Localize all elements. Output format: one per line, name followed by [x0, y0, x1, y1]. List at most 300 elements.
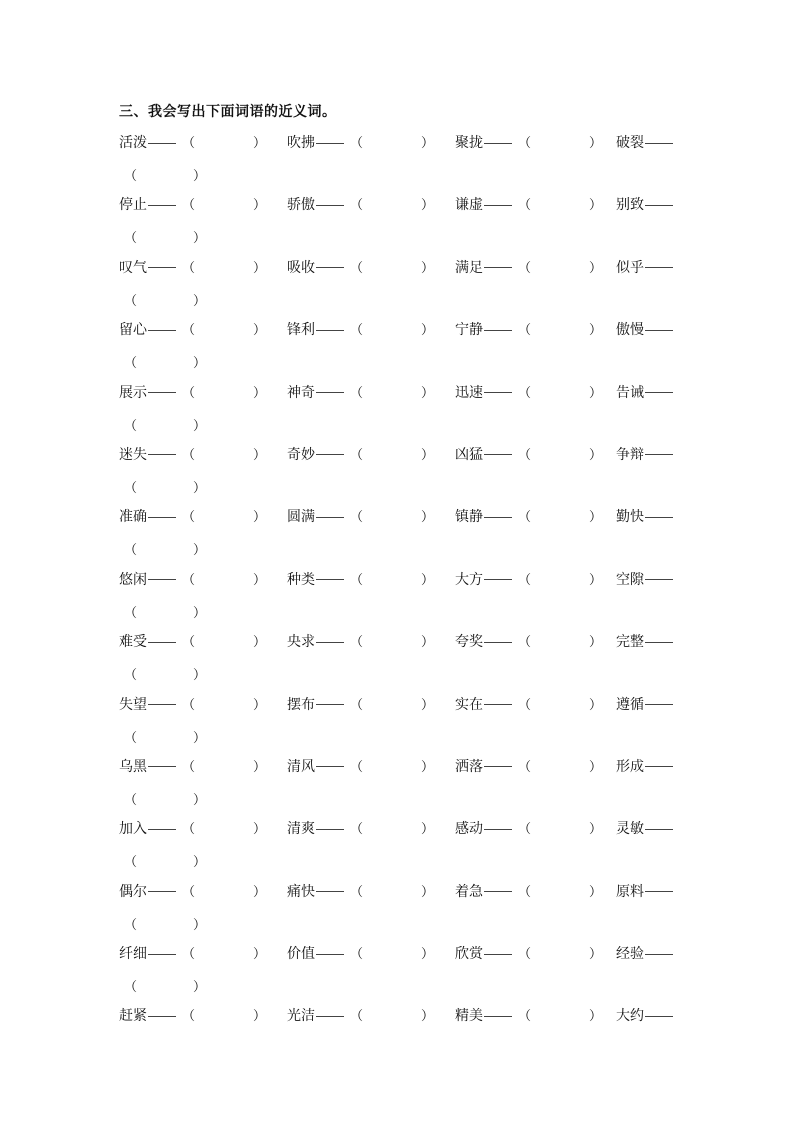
open-paren: （ [518, 136, 532, 151]
source-word: 感动 [455, 821, 483, 838]
open-paren: （ [124, 418, 138, 434]
dash-line [316, 143, 344, 144]
source-word: 欣赏 [455, 946, 483, 963]
answer-blank[interactable] [137, 669, 193, 683]
open-paren: （ [182, 447, 196, 463]
wrapped-answer [124, 664, 206, 683]
dash-line [484, 205, 512, 206]
answer-blank[interactable] [137, 544, 193, 558]
open-paren: （ [518, 635, 532, 651]
answer-blank[interactable] [137, 232, 193, 246]
source-word: 展示 [119, 384, 147, 401]
close-paren: ） [421, 1009, 435, 1025]
dash-line [148, 642, 176, 643]
wrapped-answer [124, 290, 206, 309]
close-paren: ） [421, 572, 435, 588]
close-paren: ） [589, 947, 603, 963]
answer-blank[interactable] [195, 386, 253, 400]
word-item [616, 134, 673, 152]
answer-blank[interactable] [363, 947, 421, 961]
source-word: 原料 [616, 883, 644, 900]
close-paren: ） [193, 980, 207, 996]
word-item [287, 633, 434, 652]
source-word: 着急 [455, 883, 483, 900]
word-item [616, 1007, 673, 1025]
close-paren: ） [193, 293, 207, 309]
word-item [455, 259, 602, 278]
close-paren: ） [421, 136, 435, 151]
open-paren: （ [124, 917, 138, 933]
close-paren: ） [589, 884, 603, 900]
answer-blank[interactable] [531, 573, 589, 587]
open-paren: （ [350, 136, 364, 151]
answer-blank[interactable] [531, 760, 589, 774]
source-word: 神奇 [287, 384, 315, 401]
word-item [287, 134, 434, 153]
source-word: 赶紧 [119, 1008, 147, 1025]
open-paren: （ [518, 697, 532, 713]
exercise-row [0, 814, 794, 876]
answer-blank[interactable] [531, 448, 589, 462]
open-paren: （ [182, 884, 196, 900]
open-paren: （ [182, 1009, 196, 1025]
open-paren: （ [350, 260, 364, 276]
dash-line [645, 891, 673, 892]
answer-blank[interactable] [195, 635, 253, 649]
answer-blank[interactable] [195, 1009, 253, 1023]
dash-line [484, 891, 512, 892]
dash-line [148, 766, 176, 767]
word-item [616, 321, 673, 339]
close-paren: ） [193, 356, 207, 372]
close-paren: ） [589, 572, 603, 588]
word-item [455, 384, 602, 403]
open-paren: （ [124, 730, 138, 746]
dash-line [148, 330, 176, 331]
open-paren: （ [182, 572, 196, 588]
source-word: 失望 [119, 696, 147, 713]
exercise-row [0, 190, 794, 252]
close-paren: ） [253, 1009, 267, 1025]
open-paren: （ [350, 385, 364, 401]
answer-blank[interactable] [195, 573, 253, 587]
close-paren: ） [253, 198, 267, 214]
open-paren: （ [124, 293, 138, 309]
open-paren: （ [350, 1009, 364, 1025]
answer-blank[interactable] [137, 481, 193, 495]
source-word: 灵敏 [616, 821, 644, 838]
word-item [455, 1007, 602, 1026]
word-item [119, 1007, 266, 1026]
close-paren: ） [589, 323, 603, 339]
source-word: 形成 [616, 758, 644, 775]
exercise-row [0, 128, 794, 190]
open-paren: （ [124, 231, 138, 247]
answer-blank[interactable] [195, 261, 253, 275]
close-paren: ） [589, 697, 603, 713]
dash-line [645, 954, 673, 955]
answer-blank[interactable] [137, 606, 193, 620]
answer-blank[interactable] [137, 170, 193, 184]
dash-line [148, 1016, 176, 1017]
exercise-row [0, 1001, 794, 1063]
open-paren: （ [350, 884, 364, 900]
answer-blank[interactable] [363, 261, 421, 275]
open-paren: （ [124, 480, 138, 496]
dash-line [316, 579, 344, 580]
word-item [616, 758, 673, 776]
source-word: 吸收 [287, 259, 315, 276]
answer-blank[interactable] [363, 323, 421, 337]
word-item [119, 196, 266, 215]
dash-line [484, 143, 512, 144]
dash-line [484, 766, 512, 767]
open-paren: （ [182, 260, 196, 276]
open-paren: （ [518, 1009, 532, 1025]
source-word: 加入 [119, 821, 147, 838]
dash-line [484, 1016, 512, 1017]
open-paren: （ [518, 759, 532, 775]
open-paren: （ [518, 198, 532, 214]
answer-blank[interactable] [363, 635, 421, 649]
word-item [287, 321, 434, 340]
answer-blank[interactable] [137, 357, 193, 371]
source-word: 大约 [616, 1008, 644, 1025]
close-paren: ） [589, 822, 603, 838]
open-paren: （ [518, 260, 532, 276]
close-paren: ） [421, 884, 435, 900]
source-word: 叹气 [119, 259, 147, 276]
answer-blank[interactable] [363, 510, 421, 524]
source-word: 大方 [455, 571, 483, 588]
wrapped-answer [124, 539, 206, 558]
word-item [119, 758, 266, 777]
answer-blank[interactable] [531, 947, 589, 961]
open-paren: （ [124, 668, 138, 684]
exercise-row [0, 877, 794, 939]
source-word: 似乎 [616, 259, 644, 276]
close-paren: ） [253, 572, 267, 588]
answer-blank[interactable] [137, 856, 193, 870]
wrapped-answer [124, 415, 206, 434]
dash-line [484, 829, 512, 830]
close-paren: ） [193, 418, 207, 434]
open-paren: （ [124, 169, 138, 184]
dash-line [316, 205, 344, 206]
close-paren: ） [253, 884, 267, 900]
word-item [616, 446, 673, 464]
source-word: 凶猛 [455, 446, 483, 463]
dash-line [148, 579, 176, 580]
exercise-row [0, 502, 794, 564]
answer-blank[interactable] [363, 1009, 421, 1023]
word-item [287, 446, 434, 465]
word-item [119, 696, 266, 715]
open-paren: （ [124, 855, 138, 871]
dash-line [484, 704, 512, 705]
source-word: 遵循 [616, 696, 644, 713]
open-paren: （ [350, 822, 364, 838]
open-paren: （ [124, 356, 138, 372]
source-word: 悠闲 [119, 571, 147, 588]
answer-blank[interactable] [363, 386, 421, 400]
exercise-row [0, 752, 794, 814]
answer-blank[interactable] [195, 136, 253, 150]
answer-blank[interactable] [363, 885, 421, 899]
source-word: 别致 [616, 197, 644, 214]
close-paren: ） [193, 169, 207, 184]
dash-line [316, 829, 344, 830]
answer-blank[interactable] [137, 419, 193, 433]
open-paren: （ [182, 947, 196, 963]
wrapped-answer [124, 352, 206, 371]
open-paren: （ [350, 323, 364, 339]
dash-line [316, 267, 344, 268]
answer-blank[interactable] [195, 198, 253, 212]
close-paren: ） [589, 136, 603, 151]
close-paren: ） [253, 510, 267, 526]
dash-line [645, 454, 673, 455]
dash-line [645, 267, 673, 268]
source-word: 宁静 [455, 322, 483, 339]
answer-blank[interactable] [195, 698, 253, 712]
word-item [616, 384, 673, 402]
close-paren: ） [253, 697, 267, 713]
answer-blank[interactable] [137, 793, 193, 807]
close-paren: ） [589, 447, 603, 463]
dash-line [484, 642, 512, 643]
close-paren: ） [193, 480, 207, 496]
wrapped-answer [124, 602, 206, 621]
answer-blank[interactable] [195, 760, 253, 774]
wrapped-answer [124, 227, 206, 246]
answer-blank[interactable] [531, 698, 589, 712]
word-item [287, 196, 434, 215]
open-paren: （ [518, 884, 532, 900]
source-word: 难受 [119, 634, 147, 651]
answer-blank[interactable] [531, 198, 589, 212]
close-paren: ） [193, 792, 207, 808]
answer-blank[interactable] [531, 1009, 589, 1023]
source-word: 摆布 [287, 696, 315, 713]
source-word: 满足 [455, 259, 483, 276]
source-word: 纤细 [119, 946, 147, 963]
close-paren: ） [193, 730, 207, 746]
dash-line [645, 330, 673, 331]
open-paren: （ [350, 635, 364, 651]
answer-blank[interactable] [363, 822, 421, 836]
close-paren: ） [193, 543, 207, 559]
answer-blank[interactable] [531, 510, 589, 524]
word-item [287, 259, 434, 278]
source-word: 圆满 [287, 509, 315, 526]
word-item [455, 758, 602, 777]
word-item [616, 883, 673, 901]
answer-blank[interactable] [363, 760, 421, 774]
source-word: 价值 [287, 946, 315, 963]
source-word: 夸奖 [455, 634, 483, 651]
open-paren: （ [518, 323, 532, 339]
answer-blank[interactable] [363, 698, 421, 712]
open-paren: （ [182, 385, 196, 401]
answer-blank[interactable] [195, 448, 253, 462]
wrapped-answer [124, 165, 206, 184]
word-item [287, 508, 434, 527]
source-word: 留心 [119, 322, 147, 339]
answer-blank[interactable] [531, 822, 589, 836]
word-item [119, 508, 266, 527]
dash-line [645, 1016, 673, 1017]
open-paren: （ [518, 572, 532, 588]
source-word: 活泼 [119, 135, 147, 151]
wrapped-answer [124, 851, 206, 870]
dash-line [148, 517, 176, 518]
answer-blank[interactable] [363, 136, 421, 150]
word-item [287, 384, 434, 403]
answer-blank[interactable] [195, 510, 253, 524]
word-item [455, 633, 602, 652]
word-item [287, 820, 434, 839]
source-word: 空隙 [616, 571, 644, 588]
source-word: 聚拢 [455, 135, 483, 151]
close-paren: ） [589, 759, 603, 775]
dash-line [316, 891, 344, 892]
close-paren: ） [253, 260, 267, 276]
open-paren: （ [182, 635, 196, 651]
dash-line [316, 1016, 344, 1017]
dash-line [148, 267, 176, 268]
source-word: 准确 [119, 509, 147, 526]
dash-line [645, 642, 673, 643]
word-item [119, 321, 266, 340]
dash-line [148, 704, 176, 705]
close-paren: ） [193, 855, 207, 871]
close-paren: ） [253, 635, 267, 651]
answer-blank[interactable] [531, 261, 589, 275]
dash-line [484, 517, 512, 518]
word-item [616, 633, 673, 651]
answer-blank[interactable] [363, 573, 421, 587]
answer-blank[interactable] [195, 885, 253, 899]
close-paren: ） [589, 635, 603, 651]
dash-line [148, 205, 176, 206]
dash-line [484, 954, 512, 955]
open-paren: （ [350, 947, 364, 963]
open-paren: （ [350, 572, 364, 588]
close-paren: ） [421, 447, 435, 463]
dash-line [484, 330, 512, 331]
source-word: 完整 [616, 634, 644, 651]
dash-line [316, 642, 344, 643]
dash-line [148, 454, 176, 455]
dash-line [316, 704, 344, 705]
dash-line [148, 829, 176, 830]
source-word: 光洁 [287, 1008, 315, 1025]
answer-blank[interactable] [195, 822, 253, 836]
open-paren: （ [350, 447, 364, 463]
open-paren: （ [124, 605, 138, 621]
answer-blank[interactable] [137, 918, 193, 932]
dash-line [316, 392, 344, 393]
dash-line [316, 517, 344, 518]
source-word: 奇妙 [287, 446, 315, 463]
open-paren: （ [350, 510, 364, 526]
word-item [287, 571, 434, 590]
dash-line [645, 766, 673, 767]
answer-blank[interactable] [363, 198, 421, 212]
open-paren: （ [182, 510, 196, 526]
word-item [616, 259, 673, 277]
word-item [616, 820, 673, 838]
word-item [287, 945, 434, 964]
open-paren: （ [350, 697, 364, 713]
answer-blank[interactable] [195, 947, 253, 961]
open-paren: （ [182, 822, 196, 838]
wrapped-answer [124, 914, 206, 933]
close-paren: ） [421, 323, 435, 339]
open-paren: （ [124, 792, 138, 808]
source-word: 争辩 [616, 446, 644, 463]
dash-line [645, 143, 673, 144]
close-paren: ） [421, 759, 435, 775]
exercise-row [0, 315, 794, 377]
exercise-row [0, 378, 794, 440]
exercise-row [0, 565, 794, 627]
close-paren: ） [193, 668, 207, 684]
close-paren: ） [253, 947, 267, 963]
answer-blank[interactable] [195, 323, 253, 337]
source-word: 锋利 [287, 322, 315, 339]
close-paren: ） [253, 759, 267, 775]
exercise-row [0, 627, 794, 689]
answer-blank[interactable] [531, 885, 589, 899]
dash-line [148, 392, 176, 393]
exercise-row [0, 939, 794, 1001]
answer-blank[interactable] [531, 323, 589, 337]
word-item [455, 196, 602, 215]
dash-line [645, 704, 673, 705]
source-word: 精美 [455, 1008, 483, 1025]
dash-line [484, 579, 512, 580]
word-item [119, 945, 266, 964]
word-item [455, 820, 602, 839]
answer-blank[interactable] [363, 448, 421, 462]
close-paren: ） [253, 447, 267, 463]
word-item [455, 508, 602, 527]
answer-blank[interactable] [137, 294, 193, 308]
dash-line [645, 205, 673, 206]
open-paren: （ [518, 385, 532, 401]
word-item [119, 883, 266, 902]
source-word: 清风 [287, 758, 315, 775]
answer-blank[interactable] [531, 386, 589, 400]
answer-blank[interactable] [531, 136, 589, 150]
answer-blank[interactable] [531, 635, 589, 649]
dash-line [148, 143, 176, 144]
open-paren: （ [124, 543, 138, 559]
dash-line [484, 454, 512, 455]
open-paren: （ [350, 198, 364, 214]
dash-line [645, 517, 673, 518]
answer-blank[interactable] [137, 731, 193, 745]
open-paren: （ [518, 510, 532, 526]
word-item [119, 571, 266, 590]
answer-blank[interactable] [137, 981, 193, 995]
dash-line [316, 330, 344, 331]
exercise-row [0, 440, 794, 502]
source-word: 洒落 [455, 758, 483, 775]
dash-line [316, 766, 344, 767]
